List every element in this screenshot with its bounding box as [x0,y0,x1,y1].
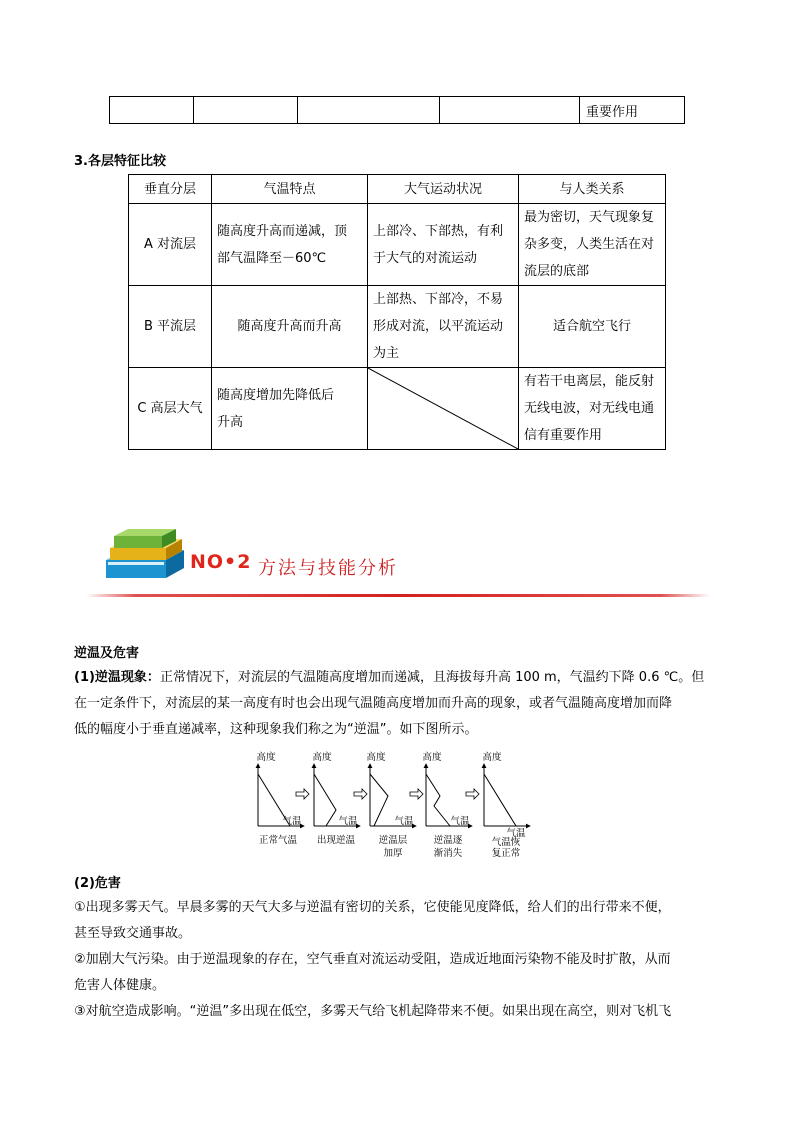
hazards-heading: (2)危害 [74,876,121,891]
cell-line: 形成对流，以平流运动 [373,319,504,334]
diagram-caption: 加厚 [383,848,403,859]
cell-line: 上部热、下部冷，不易 [373,292,504,307]
diagram-panel-normal [256,751,304,846]
arrow-icon [354,789,367,799]
layer-cell: A 对流层 [129,204,212,286]
hazard-item: ①出现多雾天气。早晨多雾的天气大多与逆温有密切的关系，它使能见度降低，给人们的出行带来不便， [74,900,671,915]
diagram-caption: 复正常 [491,848,521,859]
diagonal-line [368,368,518,449]
layer-cell: B 平流层 [129,286,212,368]
table-header-cell: 与人类关系 [519,175,666,204]
cell-line: 随高度升高而递减，顶 [217,223,348,239]
inversion-heading: 逆温及危害 [74,646,140,661]
cell-line: 信有重要作用 [524,428,603,443]
comparison-table [128,174,666,450]
top-table-fragment [109,96,685,124]
diagram-caption: 出现逆温 [316,835,356,846]
hazard-item: ③对航空造成影响。“逆温”多出现在低空，多雾天气给飞机起降带来不便。如果出现在高空，则对飞机飞 [74,1004,672,1019]
axis-label-temp: 气温 [338,816,358,827]
empty-diagonal-cell [368,368,519,450]
inversion-diagram [250,748,550,863]
temp-cell [212,204,368,286]
arrow-icon [410,789,423,799]
table-header-row [129,175,666,204]
hazard-item: 甚至导致交通事故。 [74,926,192,941]
table-header-cell: 大气运动状况 [368,175,519,204]
axis-label-height: 高度 [422,752,442,763]
human-cell: 适合航空飞行 [519,286,666,368]
temp-cell: 随高度升高而升高 [212,286,368,368]
hazard-item: 危害人体健康。 [74,978,166,993]
section-3-heading: 3.各层特征比较 [74,154,166,169]
section-number-badge: NO•2 [190,551,252,573]
term-label: (1)逆温现象： [74,670,160,685]
arrow-icon [466,789,479,799]
diagram-caption: 正常气温 [258,835,298,846]
top-table-cell [298,97,440,124]
diagram-panel-normal-restored [482,751,530,859]
cell-line: 于大气的对流运动 [373,250,478,266]
axis-label-temp: 气温 [394,816,414,827]
hazard-item: ②加剧大气污染。由于逆温现象的存在，空气垂直对流运动受阻，造成近地面污染物不能及时扩散，从而 [74,952,671,967]
diagram-caption: 渐消失 [433,848,463,859]
axis-label-temp: 气温 [282,816,302,827]
axis-label-height: 高度 [366,752,386,763]
motion-cell [368,204,519,286]
section-title: 方法与技能分析 [258,558,398,579]
books-icon [100,526,190,584]
cell-line: 无线电波，对无线电通 [524,401,655,416]
human-cell [519,368,666,450]
paragraph-text: 正常情况下，对流层的气温随高度增加而递减，且海拔每升高 100 m，气温约下降 0.6 ℃。但 [159,670,705,685]
cell-line: 流层的底部 [524,264,590,279]
table-header-cell: 气温特点 [212,175,368,204]
diagram-caption: 逆温层 [378,835,408,846]
axis-label-temp: 气温 [450,816,470,827]
table-header-cell: 垂直分层 [129,175,212,204]
paragraph-line: 低的幅度小于垂直递减率，这种现象我们称之为“逆温”。如下图所示。 [74,722,478,737]
temperature-profile-line [484,774,516,826]
axis-label-height: 高度 [482,752,502,763]
diagram-caption: 逆温逐 [433,835,463,846]
cell-line: 随高度增加先降低后 [217,387,335,403]
table-row [129,204,666,286]
motion-cell [368,286,519,368]
diagram-panel-inversion-fading [422,751,472,859]
human-cell [519,204,666,286]
axis-label-height: 高度 [256,752,276,763]
temperature-profile-line [314,774,336,826]
layer-cell: C 高层大气 [129,368,212,450]
temperature-profile-line [370,774,388,826]
table-row [129,286,666,368]
paragraph-line [74,665,724,691]
top-table-cell: 重要作用 [580,97,685,124]
diagram-panel-inversion-appears [312,751,360,846]
section-divider [86,594,710,597]
cell-line: 上部冷、下部热，有利 [373,223,504,239]
cell-line: 有若干电离层，能反射 [524,374,655,389]
cell-line: 杂多变，人类生活在对 [524,237,655,252]
top-table-cell [194,97,298,124]
table-row [129,368,666,450]
cell-line: 部气温降至－60℃ [217,250,327,266]
diagram-panel-inversion-thickens [366,751,416,859]
diagram-caption: 气温恢 [491,837,521,848]
cell-line: 升高 [217,414,244,430]
paragraph-line: 在一定条件下，对流层的某一高度有时也会出现气温随高度增加而升高的现象，或者气温随高度增加而降 [74,696,673,711]
temp-cell [212,368,368,450]
temperature-profile-line [426,774,450,826]
axis-label-height: 高度 [312,752,332,763]
arrow-icon [296,789,309,799]
cell-line: 最为密切，天气现象复 [524,210,655,225]
top-table-cell [440,97,580,124]
top-table-cell [110,97,194,124]
axis-label-temp: 气温 [506,828,526,839]
cell-line: 为主 [373,346,400,361]
